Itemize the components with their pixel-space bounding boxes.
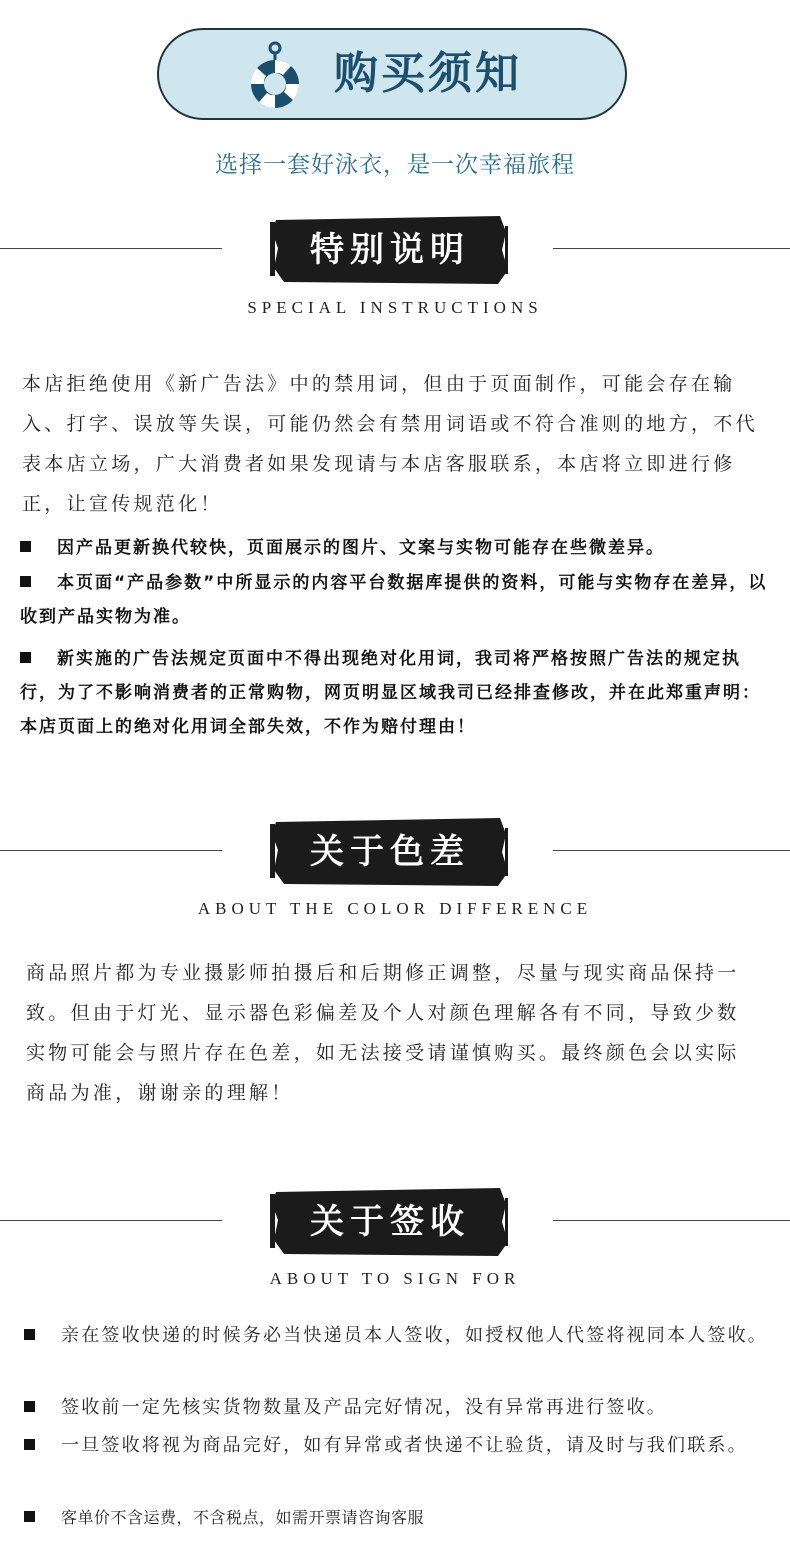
section-subtitle-color: ABOUT THE COLOR DIFFERENCE [197,899,593,918]
section-subtitle-sign: ABOUT TO SIGN FOR [269,1269,521,1288]
divider-left [0,850,222,851]
divider-right [553,248,790,249]
bullet-square-icon [20,541,31,552]
divider-right [553,1220,790,1221]
list-item: 签收前一定先核实货物数量及产品完好情况，没有异常再进行签收。 [24,1390,769,1426]
section-subtitle-special: SPECIAL INSTRUCTIONS [247,298,543,317]
section-title-special: 特别说明 [310,230,470,270]
list-item: 本页面“产品参数”中所显示的内容平台数据库提供的资料，可能与实物存在差异，以收到产品实物为准。 [20,573,768,627]
lifebuoy-icon [244,38,306,110]
list-item: 因产品更新换代较快，页面展示的图片、文案与实物可能存在些微差异。 [20,531,770,565]
section-title-color: 关于色差 [310,832,470,872]
list-item: 客单价不含运费，不含税点，如需开票请咨询客服 [24,1500,769,1536]
bullet-square-icon [24,1401,35,1412]
divider-right [553,850,790,851]
divider-left [0,248,222,249]
page-title: 购买须知 [334,48,522,99]
section-title-sign: 关于签收 [310,1202,470,1242]
list-item: 一旦签收将视为商品完好，如有异常或者快递不让验货，请及时与我们联系。 [24,1428,769,1464]
special-paragraph: 本店拒绝使用《新广告法》中的禁用词，但由于页面制作，可能会存在输入、打字、误放等失误，可能仍然会有禁用词语或不符合准则的地方，不代表本店立场，广大消费者如果发现请与本店客服联系，本店将立即进行修正，让宣传规范化！ [22,373,758,515]
divider-left [0,1220,222,1221]
color-paragraph: 商品照片都为专业摄影师拍摄后和后期修正调整，尽量与现实商品保持一致。但由于灯光、显示器色彩偏差及个人对颜色理解各有不同，导致少数实物可能会与照片存在色差，如无法接受请谨慎购买。最终颜色会以实际商品为准，谢谢亲的理解！ [26,962,740,1104]
page-subtitle: 选择一套好泳衣，是一次幸福旅程 [215,152,575,178]
bullet-square-icon [24,1329,35,1340]
bullet-square-icon [20,576,31,587]
bullet-square-icon [24,1511,35,1522]
bullet-square-icon [20,652,31,663]
bullet-square-icon [24,1439,35,1450]
list-item: 亲在签收快递的时候务必当快递员本人签收，如授权他人代签将视同本人签收。 [24,1318,769,1354]
list-item: 新实施的广告法规定页面中不得出现绝对化用词，我司将严格按照广告法的规定执行，为了不影响消费者的正常购物，网页明显区域我司已经排查修改，并在此郑重声明：本店页面上的绝对化用词全部失效，不作为赔付理由！ [20,649,761,737]
